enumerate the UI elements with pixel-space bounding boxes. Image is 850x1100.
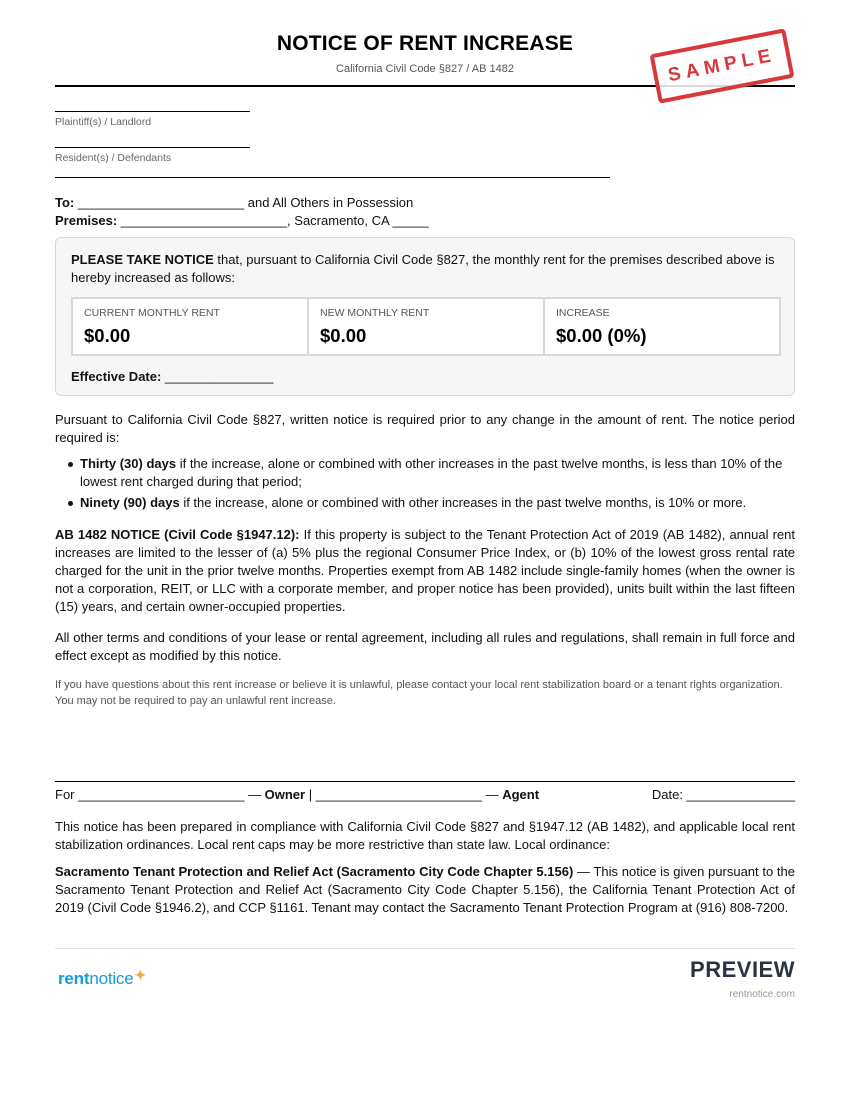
notice-lead [71,251,781,287]
compliance-paragraph: This notice has been prepared in compliance with California Civil Code §827 and §1947.12 (AB 1482), and applicable local rent stabilization ordinances. Local rent caps may be more restrictive than state law. Local ordinance: [55,819,795,852]
increase-value: $0.00 (0%) [556,325,647,346]
new-rent-label: NEW MONTHLY RENT [320,307,430,319]
notice-lead-text: that, pursuant to California Civil Code §827, the monthly rent for the premises described above is hereby increased as follows: [71,252,775,285]
bullet-text: if the increase, alone or combined with other increases in the past twelve months, is 10% or more. [179,495,747,510]
signature-date: Date: _______________ [651,787,795,802]
logo-notice: notice [89,969,134,988]
bullet-text: if the increase, alone or combined with other increases in the past twelve months, is less than 10% of the lowest rent charged during that period; [80,456,783,489]
current-rent-cell [73,299,309,354]
intro-paragraph: Pursuant to California Civil Code §827, written notice is required prior to any change in the amount of rent. The notice period required is: [55,412,795,445]
page-title: NOTICE OF RENT INCREASE [276,32,574,55]
local-ordinance-paragraph [55,863,795,917]
notice-box [55,237,795,396]
terms-paragraph: All other terms and conditions of your lease or rental agreement, including all rules and regulations, shall remain in full force and effect except as modified by this notice. [55,630,795,663]
resident-signature-line [55,147,250,148]
sparkle-icon: ✦ [134,967,147,983]
ab1482-paragraph [55,526,795,616]
ab1482-text: If this property is subject to the Tenant Protection Act of 2019 (AB 1482), annual rent increases are limited to the lesser of (a) 5% plus the regional Consumer Price Index, or (b) 10% of the lowest gross rental rate charged for the unit in the prior twelve months. Properties exempt from AB 1482 include single-family homes (when the owner is not a corporation, REIT, or LLC with a corporate member, and proper notice has been provided), units built within the last fifteen (15) years, and certain owner-occupied properties. [55,527,795,614]
increase-cell [545,299,779,354]
rent-table [71,297,781,356]
bullet-bold: Thirty (30) days [80,456,177,471]
caption-rule [55,177,610,178]
site-url: rentnotice.com [729,989,795,1000]
tenant-rights-note: If you have questions about this rent increase or believe it is unlawful, please contact your local rent stabilization board or a tenant rights organization. You may not be required to pay an unlawful rent increase. [55,679,783,707]
premises-value: _______________________, Sacramento, CA _____ [117,213,429,228]
current-rent-value: $0.00 [84,325,131,346]
notice-period-list [55,455,795,515]
current-rent-label: CURRENT MONTHLY RENT [84,307,220,319]
to-label: To: [55,195,75,210]
bullet-dot [68,462,73,467]
to-line [55,195,413,210]
bullet-bold: Ninety (90) days [80,495,180,510]
increase-label: INCREASE [556,307,610,319]
premises-line [55,213,429,228]
list-item [55,455,795,491]
bullet-dot [68,501,73,506]
sample-stamp: SAMPLE [649,28,794,103]
new-rent-value: $0.00 [320,325,367,346]
logo-rent: rent [58,969,90,988]
landlord-label: Plaintiff(s) / Landlord [55,116,152,128]
signature-line [55,787,795,802]
signature-agent: Agent [502,787,540,802]
effective-date-value: _______________ [161,369,274,384]
preview-label: PREVIEW [690,957,795,982]
effective-date-label: Effective Date: [71,369,162,384]
signature-owner: Owner [264,787,306,802]
effective-date [71,369,273,384]
page-subtitle: California Civil Code §827 / AB 1482 [336,63,514,75]
local-ordinance-text: — This notice is given pursuant to the Sacramento Tenant Protection and Relief Act (Sacramento City Code Chapter 5.156), the California Tenant Protection Act of 2019 (Civil Code §1946.2), and CCP §1161. Tenant may contact the Sacramento Tenant Protection Program at (916) 808-7200. [55,864,795,915]
landlord-signature-line [55,111,250,112]
notice-lead-bold: PLEASE TAKE NOTICE [71,252,214,267]
signature-rule [55,781,795,782]
new-rent-cell [309,299,545,354]
local-ordinance-title: Sacramento Tenant Protection and Relief Act (Sacramento City Code Chapter 5.156) [55,864,574,879]
signature-for: For _______________________ — [55,787,265,802]
footer-divider [55,948,795,949]
ab1482-heading: AB 1482 NOTICE (Civil Code §1947.12): [55,527,300,542]
to-value: _______________________ and All Others in Possession [74,195,414,210]
list-item [55,494,795,512]
rentnotice-logo [58,969,146,989]
resident-label: Resident(s) / Defendants [55,152,172,164]
signature-middle: | _______________________ — [305,787,503,802]
premises-label: Premises: [55,213,118,228]
